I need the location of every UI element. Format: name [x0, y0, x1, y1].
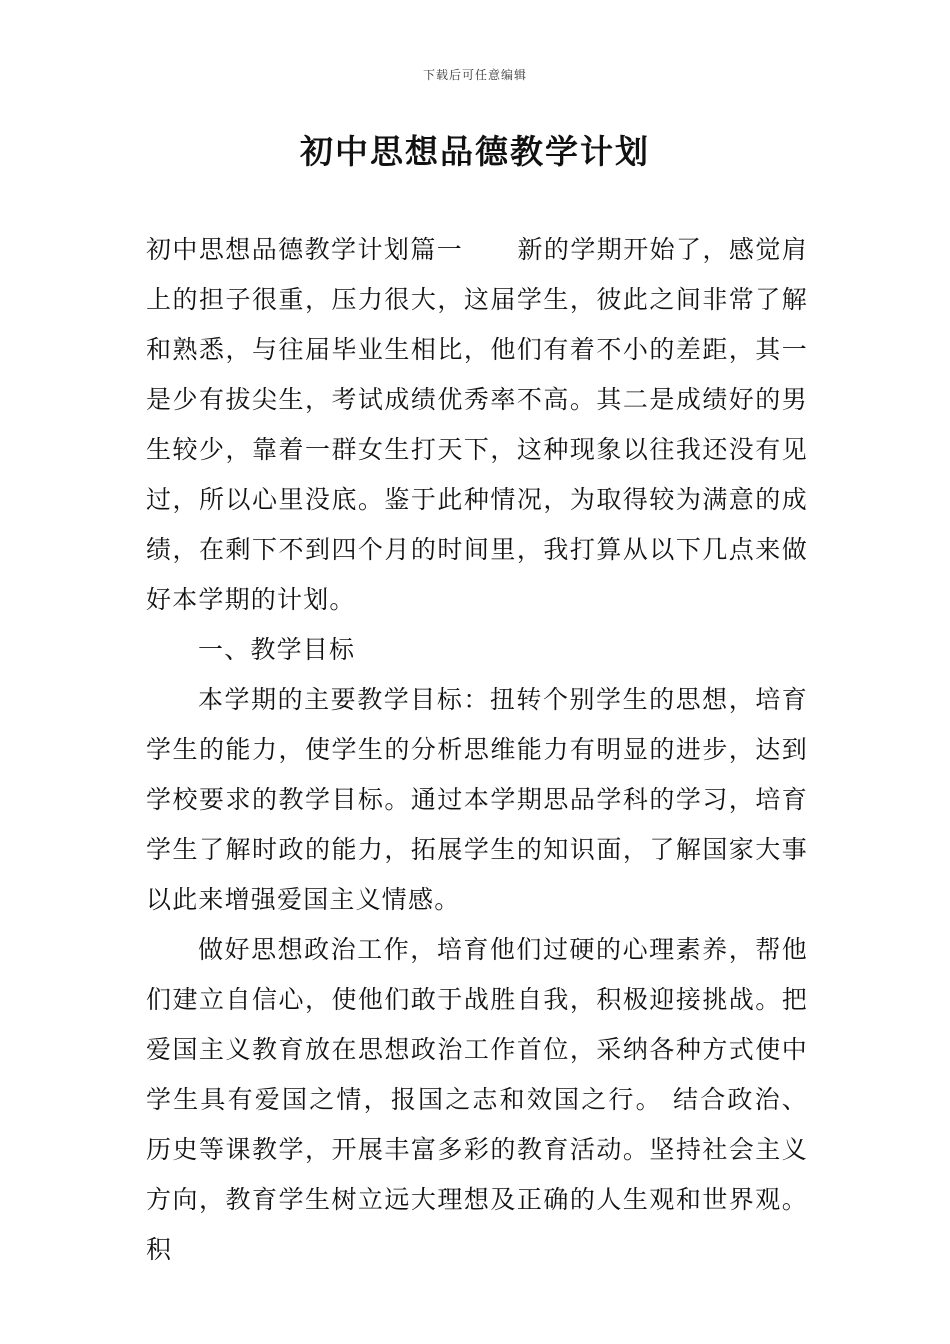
- paragraph-political-work: 做好思想政治工作，培育他们过硬的心理素养，帮他们建立自信心，使他们敢于战胜自我，积极迎接挑战。把爱国主义教育放在思想政治工作首位，采纳各种方式使中学生具有爱国之情，报国之志和效国之行。 结合政治、历史等课教学，开展丰富多彩的教育活动。坚持社会主义方向，教育学生树立远大理想及正确的人生观和世界观。积: [146, 935, 808, 1264]
- document-body: [146, 225, 808, 1275]
- intro-lead: 初中思想品德教学计划篇一: [146, 235, 464, 264]
- header-note: 下载后可任意编辑: [422, 68, 527, 82]
- paragraph-intro: [146, 225, 808, 625]
- section-heading-teaching-goals: 一、教学目标: [198, 635, 356, 664]
- paragraph-teaching-goals: 本学期的主要教学目标：扭转个别学生的思想，培育学生的能力，使学生的分析思维能力有明显的进步，达到学校要求的教学目标。通过本学期思品学科的学习，培育学生了解时政的能力，拓展学生的知识面，了解国家大事以此来增强爱国主义情感。: [146, 685, 808, 914]
- intro-text: 新的学期开始了，感觉肩上的担子很重，压力很大，这届学生，彼此之间非常了解和熟悉，与往届毕业生相比，他们有着不小的差距，其一是少有拔尖生，考试成绩优秀率不高。其二是成绩好的男生较少，靠着一群女生打天下，这种现象以往我还没有见过，所以心里没底。鉴于此种情况，为取得较为满意的成绩，在剩下不到四个月的时间里，我打算从以下几点来做好本学期的计划。: [146, 235, 808, 614]
- document-title: 初中思想品德教学计划: [300, 132, 650, 171]
